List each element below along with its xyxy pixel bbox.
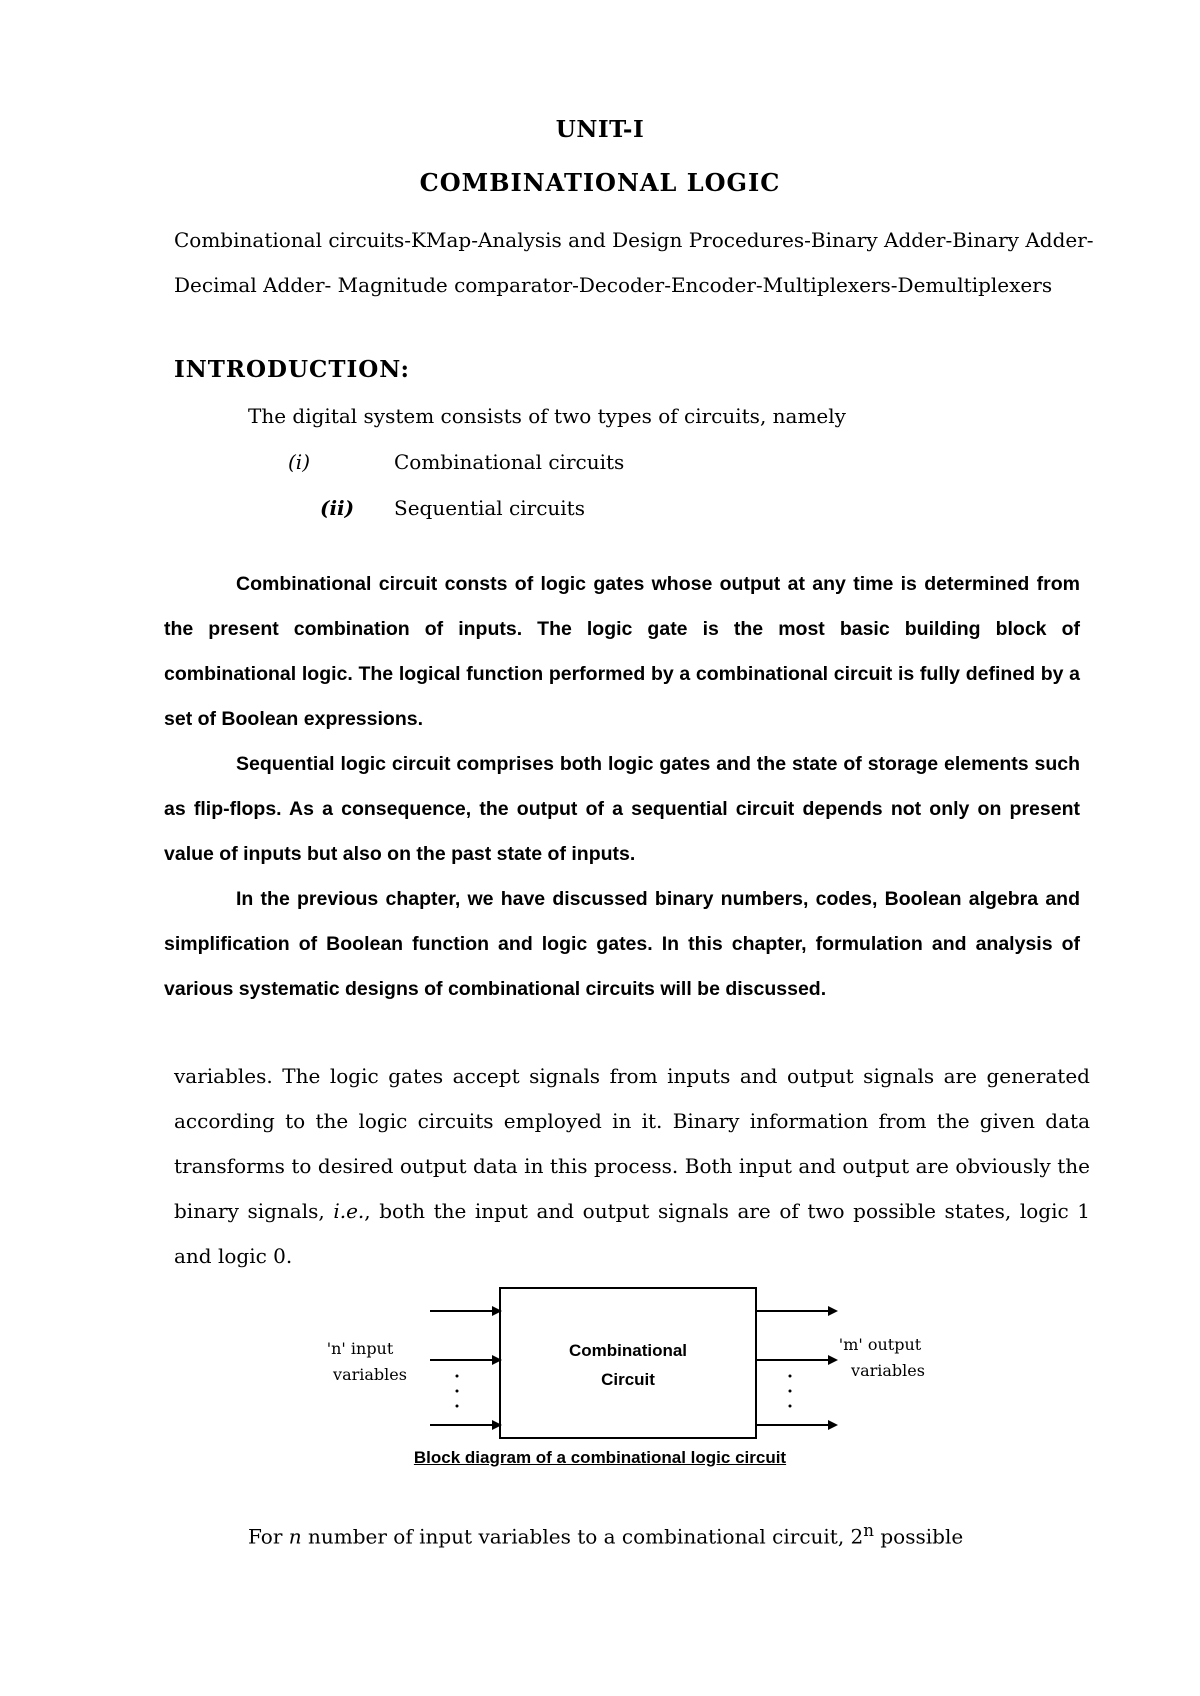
chapter-title: COMBINATIONAL LOGIC (419, 168, 781, 197)
superscript-n: n (863, 1521, 875, 1540)
list-item-text: Combinational circuits (394, 450, 625, 474)
list-item-number: (i) (288, 450, 311, 474)
block-label-line2: Circuit (601, 1370, 655, 1389)
output-label-line1: 'm' output (838, 1335, 922, 1354)
sequential-circuit-text: comprises both logic gates and the state of storage elements such as flip-flops. As a consequence, the output of a sequential circuit depends not only on present value of inputs but also on the past state of inputs. (164, 753, 1080, 865)
variable-n: n (288, 1524, 302, 1549)
combinational-circuit-text: consts of logic gates whose output at any time is determined from the present combination of inputs. The logic gate is the most basic building block of combinational logic. The logical function performed by a combinational circuit is fully defined by a set of Boolean expressions. (164, 573, 1080, 730)
input-count-text-2: number of input variables to a combinational circuit, 2 (301, 1524, 864, 1549)
ie-abbreviation: i.e. (333, 1199, 365, 1223)
diagram-caption: Block diagram of a combinational logic circuit (413, 1448, 787, 1467)
introduction-heading: INTRODUCTION: (174, 356, 410, 383)
variables-text-1: variables. The logic gates accept signals from inputs and output signals are generated according to the logic circuits employed in it. Binary information from the given data transforms to desired output data in this process. Both input and output are obviously the binary signals, (174, 1064, 1090, 1223)
input-label-line1: 'n' input (326, 1339, 394, 1358)
sequential-circuit-term: Sequential logic circuit (236, 753, 451, 775)
input-label-line2: variables (333, 1365, 407, 1384)
variables-text-2: , both the input and output signals are of two possible states, logic 1 and logic 0. (174, 1199, 1090, 1268)
list-item-text: Sequential circuits (394, 496, 585, 520)
input-ellipsis-dots (456, 1375, 459, 1408)
output-label-line2: variables (851, 1361, 925, 1380)
syllabus-text: Combinational circuits-KMap-Analysis and Design Procedures-Binary Adder-Binary Adder-Decimal Adder- Magnitude comparator-Decoder-Encoder-Multiplexers-Demultiplexers (174, 228, 1094, 297)
combinational-circuit-block (500, 1288, 756, 1438)
block-label-line1: Combinational (568, 1341, 688, 1360)
input-count-text-1: For (248, 1524, 289, 1549)
unit-heading: UNIT-I (555, 116, 645, 143)
previous-chapter-paragraph: In the previous chapter, we have discussed binary numbers, codes, Boolean algebra and simplification of Boolean function and logic gates. In this chapter, formulation and analysis of various systematic designs of combinational circuits will be discussed. (164, 888, 1080, 1000)
input-count-paragraph (174, 1508, 1090, 1560)
sequential-circuit-paragraph (164, 742, 1080, 877)
introduction-lead: The digital system consists of two types of circuits, namely (248, 404, 846, 428)
list-item-number: (ii) (320, 496, 355, 520)
output-ellipsis-dots (789, 1375, 792, 1408)
combinational-circuit-paragraph (164, 562, 1080, 742)
variables-paragraph (174, 1054, 1090, 1279)
combinational-circuit-term: Combinational circuit (236, 573, 438, 595)
input-count-text-3: possible (874, 1524, 964, 1549)
